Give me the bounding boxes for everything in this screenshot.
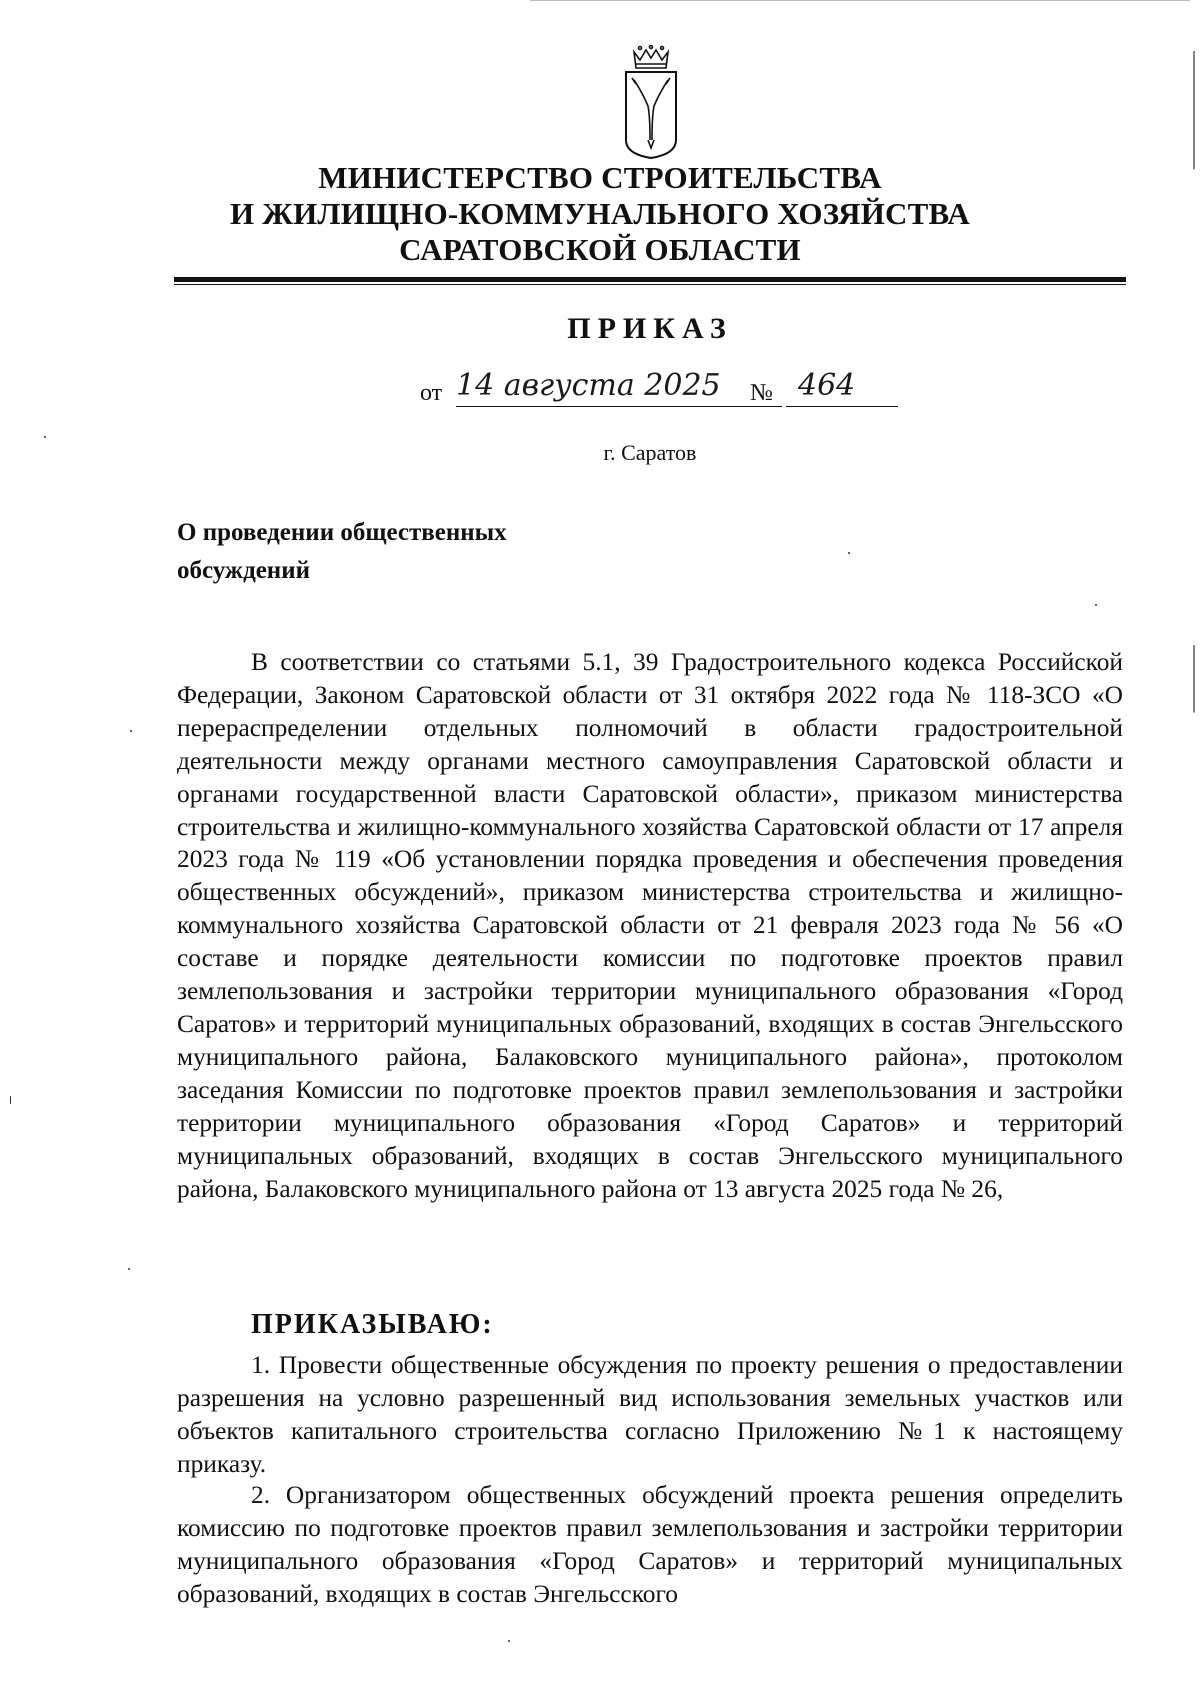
ministry-name	[150, 160, 1050, 268]
order-subject	[177, 514, 677, 590]
scan-right-edge	[1193, 0, 1195, 1697]
scan-speck	[508, 1640, 510, 1642]
decree-heading: ПРИКАЗЫВАЮ:	[251, 1309, 494, 1340]
ministry-name-line3: САРАТОВСКОЙ ОБЛАСТИ	[399, 232, 801, 267]
date-prefix: от	[420, 380, 443, 406]
subject-line2: обсуждений	[177, 557, 311, 584]
scan-speck	[128, 1268, 130, 1270]
order-item-1: 1. Провести общественные обсуждения по проекту решения о предоставлении разрешения на условно разрешенный вид использования земельных участков или объектов капитального строительства согласно Приложению №1 к настоящему приказу.	[177, 1351, 1123, 1478]
scan-speck	[848, 552, 850, 554]
city: г. Саратов	[603, 440, 697, 465]
header-rule-thin	[174, 284, 1126, 285]
scan-speck	[10, 1096, 11, 1104]
number-prefix: №	[750, 380, 773, 406]
subject-line1: О проведении общественных	[177, 519, 507, 546]
order-item-2: 2. Организатором общественных обсуждений проекта решения определить комиссию по подготовке проектов правил землепользования и застройки территории муниципального образования «Город Саратов» и территорий муниципальных образований, входящих в состав Энгельсского	[177, 1481, 1123, 1608]
ministry-name-line2: И ЖИЛИЩНО-КОММУНАЛЬНОГО ХОЗЯЙСТВА	[229, 196, 971, 231]
scan-top-edge	[530, 0, 1190, 1]
header-rule-thick	[174, 277, 1126, 282]
handwritten-number: 464	[786, 366, 898, 407]
saratov-coat-of-arms-icon	[620, 44, 682, 162]
scan-speck	[44, 436, 46, 438]
ministry-name-line1: МИНИСТЕРСТВО СТРОИТЕЛЬСТВА	[318, 160, 882, 195]
scan-speck	[1095, 604, 1097, 606]
preamble-paragraph: В соответствии со статьями 5.1, 39 Градостроительного кодекса Российской Федерации, Законом Саратовской области от 31 октября 2022 года № 118-ЗСО «О перераспределении отдельных полномочий в области градостроительной деятельности между органами местного самоуправления Саратовской области и органами государственной власти Саратовской области», приказом министерства строительства и жилищно-коммунального хозяйства Саратовской области от 17 апреля 2023 года № 119 «Об установлении порядка проведения и обеспечения проведения общественных обсуждений», приказом министерства строительства и жилищно-коммунального хозяйства Саратовской области от 21 февраля 2023 года № 56 «О составе и порядке деятельности комиссии по подготовке проектов правил землепользования и застройки территории муниципального образования «Город Саратов» и территорий муниципальных образований, входящих в состав Энгельсского муниципального района, Балаковского муниципального района», протоколом заседания Комиссии по подготовке проектов правил землепользования и застройки территории муниципального образования «Город Саратов» и территорий муниципальных образований, входящих в состав Энгельсского муниципального района, Балаковского муниципального района от 13 августа 2025 года № 26,	[177, 648, 1123, 1203]
scan-speck	[130, 730, 132, 732]
order-title: ПРИКАЗ	[567, 312, 733, 345]
handwritten-date: 14 августа 2025	[456, 366, 782, 407]
order-dateline	[420, 366, 900, 410]
